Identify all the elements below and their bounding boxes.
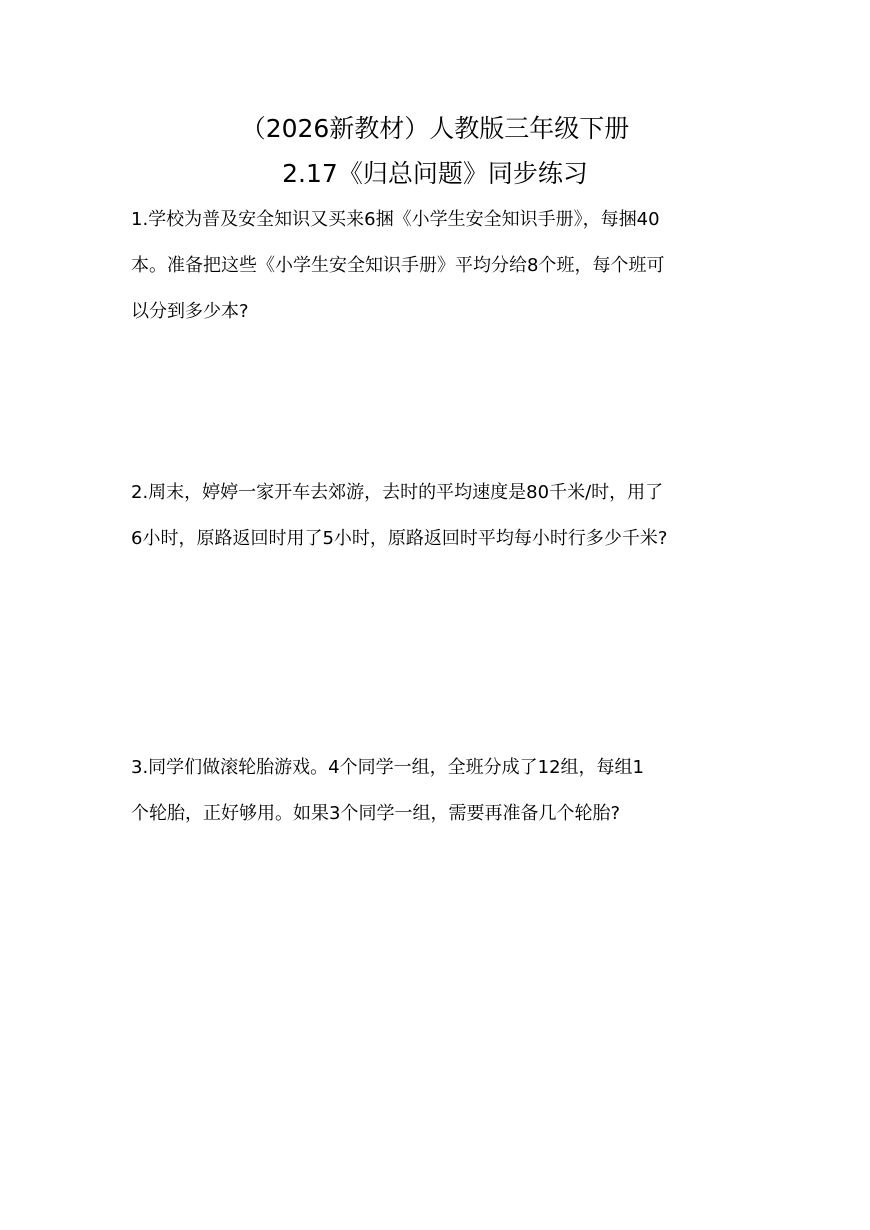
document-title: （2026新教材）人教版三年级下册 <box>240 114 630 143</box>
document-subtitle: 2.17《归总问题》同步练习 <box>282 159 588 188</box>
question-2-line-2: 6小时，原路返回时用了5小时，原路返回时平均每小时行多少千米? <box>131 528 668 549</box>
question-3-line-2: 个轮胎，正好够用。如果3个同学一组，需要再准备几个轮胎? <box>131 803 621 824</box>
question-2 <box>131 470 743 562</box>
question-1-line-2: 本。准备把这些《小学生安全知识手册》平均分给8个班，每个班可 <box>131 255 665 276</box>
question-1-line-1: 1.学校为普及安全知识又买来6捆《小学生安全知识手册》，每捆40 <box>131 209 660 230</box>
question-2-line-1: 2.周末，婷婷一家开车去郊游，去时的平均速度是80千米/时，用了 <box>131 482 664 503</box>
question-3 <box>131 745 743 837</box>
question-1-line-3: 以分到多少本? <box>131 301 249 322</box>
question-3-line-1: 3.同学们做滚轮胎游戏。4个同学一组，全班分成了12组，每组1 <box>131 757 644 778</box>
question-1 <box>131 197 743 335</box>
